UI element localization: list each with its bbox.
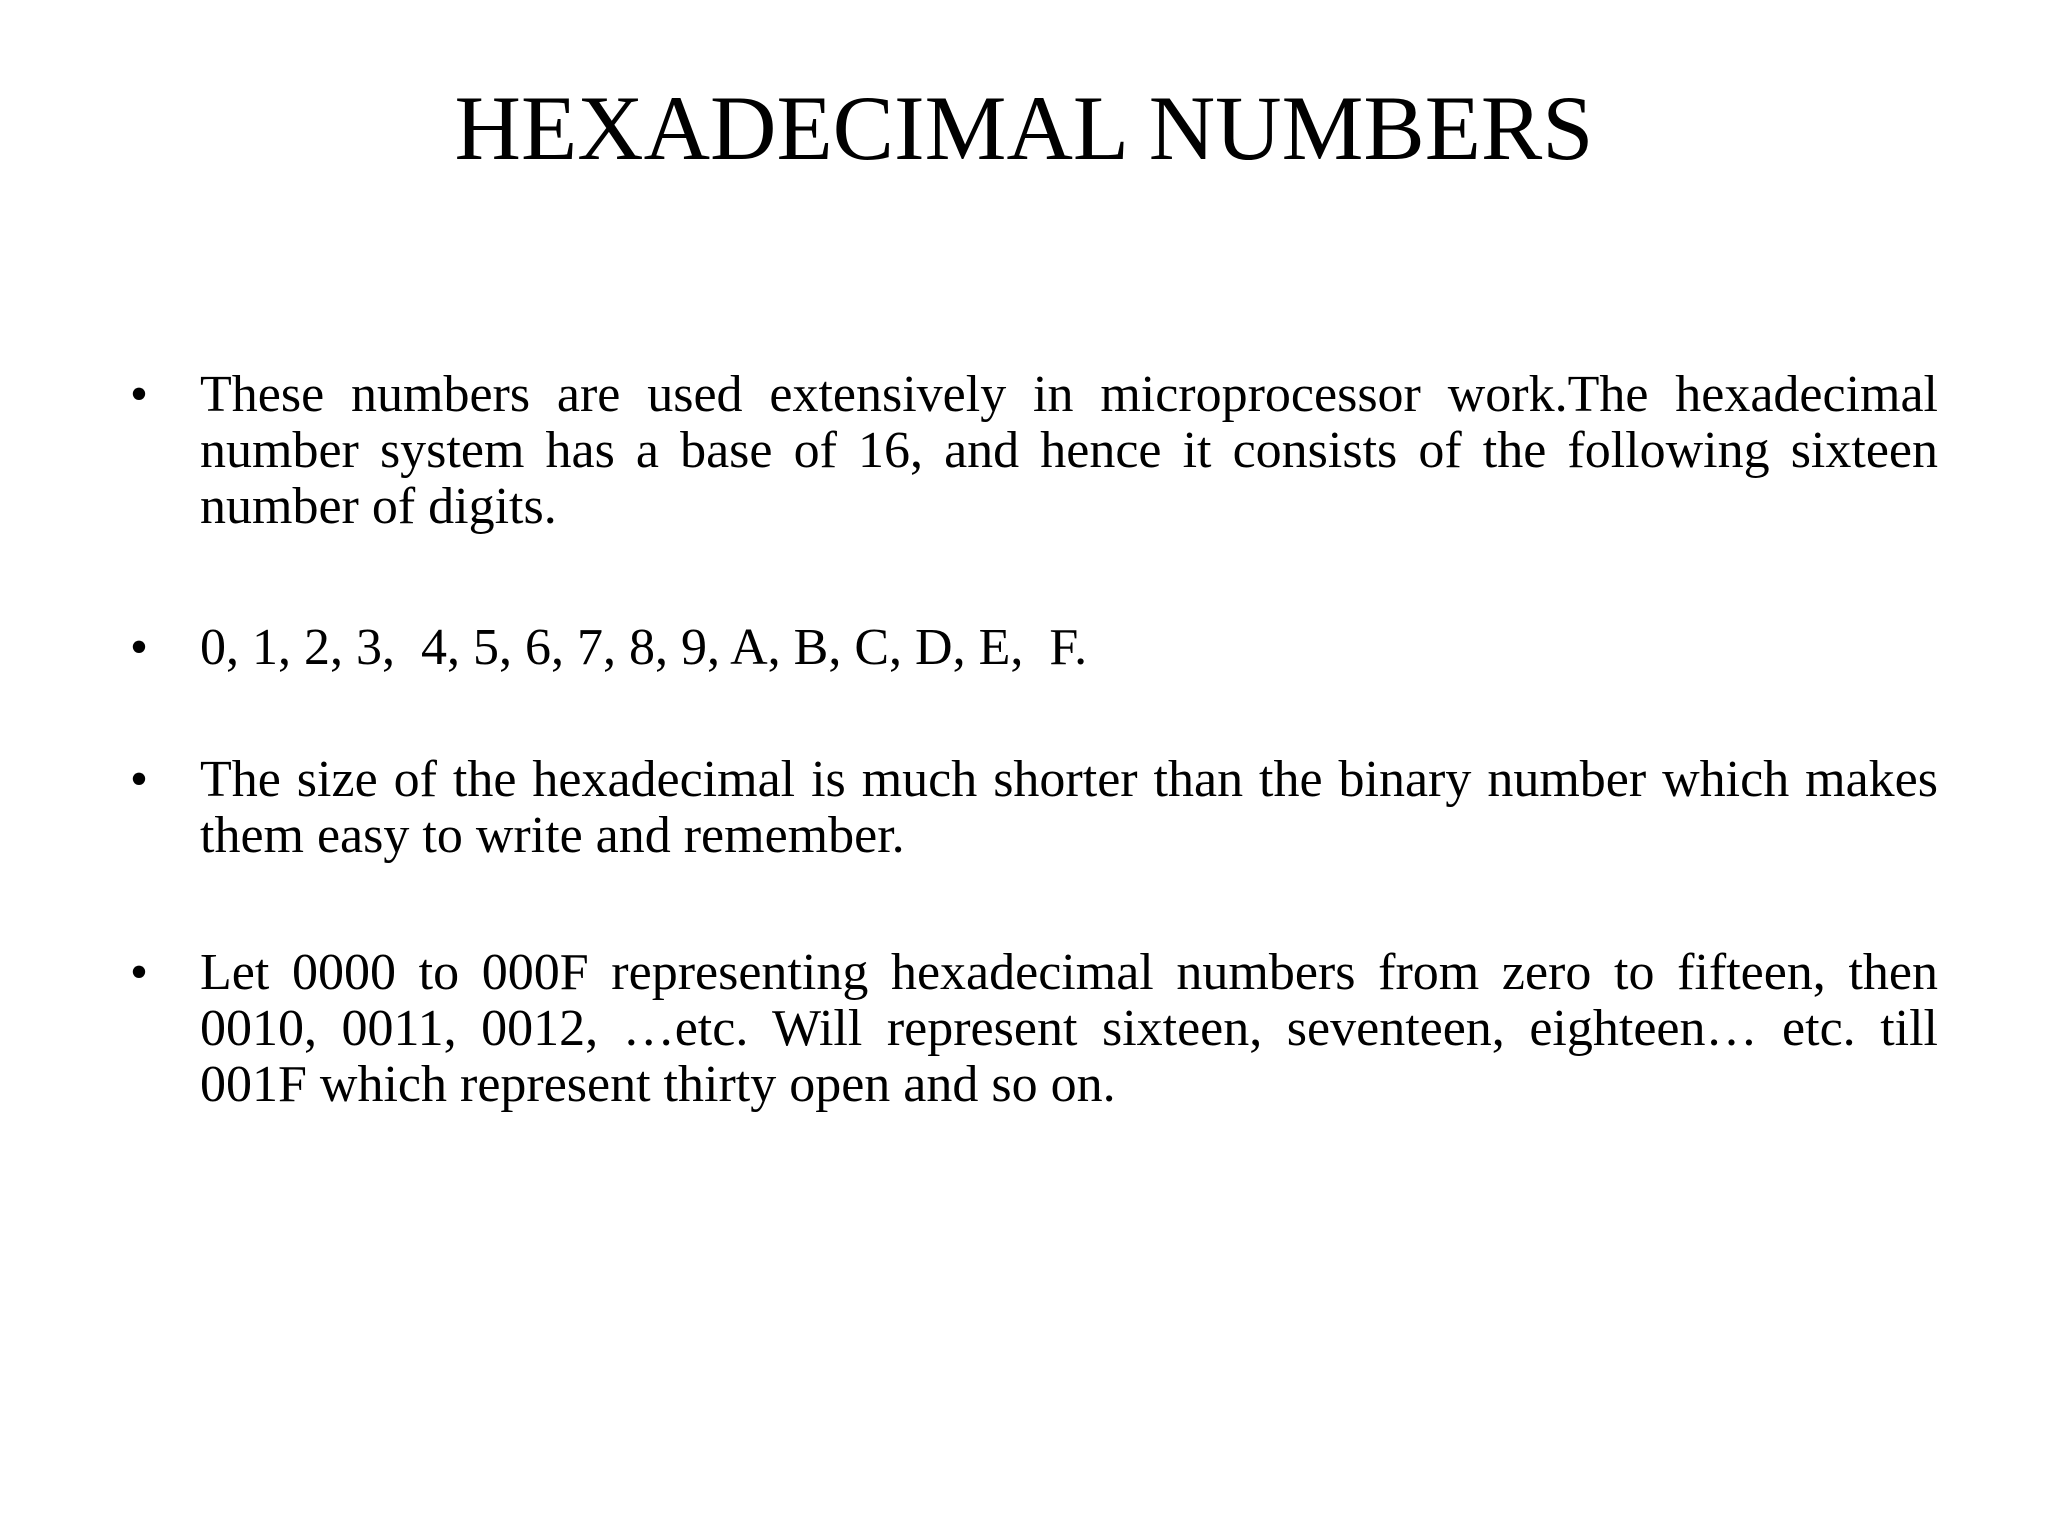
bullet-item bbox=[129, 619, 1938, 676]
bullet-icon: • bbox=[129, 366, 149, 423]
bullet-item bbox=[129, 944, 1938, 1113]
bullet-item bbox=[129, 366, 1938, 535]
bullet-icon: • bbox=[129, 751, 149, 808]
bullet-text: 0, 1, 2, 3, 4, 5, 6, 7, 8, 9, A, B, C, D, E, F. bbox=[200, 619, 1088, 676]
bullet-text: These numbers are used extensively in microprocessor work.The hexadecimal number system has a base of 16, and hence it consists of the following sixteen number of digits. bbox=[200, 366, 1938, 535]
bullet-text: Let 0000 to 000F representing hexadecimal numbers from zero to fifteen, then 0010, 0011, 0012, …etc. Will represent sixteen, seventeen, eighteen… etc. till 001F which represent thirty open and so on. bbox=[200, 944, 1938, 1113]
bullet-icon: • bbox=[129, 619, 149, 676]
bullet-text: The size of the hexadecimal is much shorter than the binary number which makes them easy to write and remember. bbox=[200, 751, 1938, 864]
slide-title: HEXADECIMAL NUMBERS bbox=[454, 77, 1594, 179]
bullet-icon: • bbox=[129, 944, 149, 1001]
bullet-item bbox=[129, 751, 1938, 864]
